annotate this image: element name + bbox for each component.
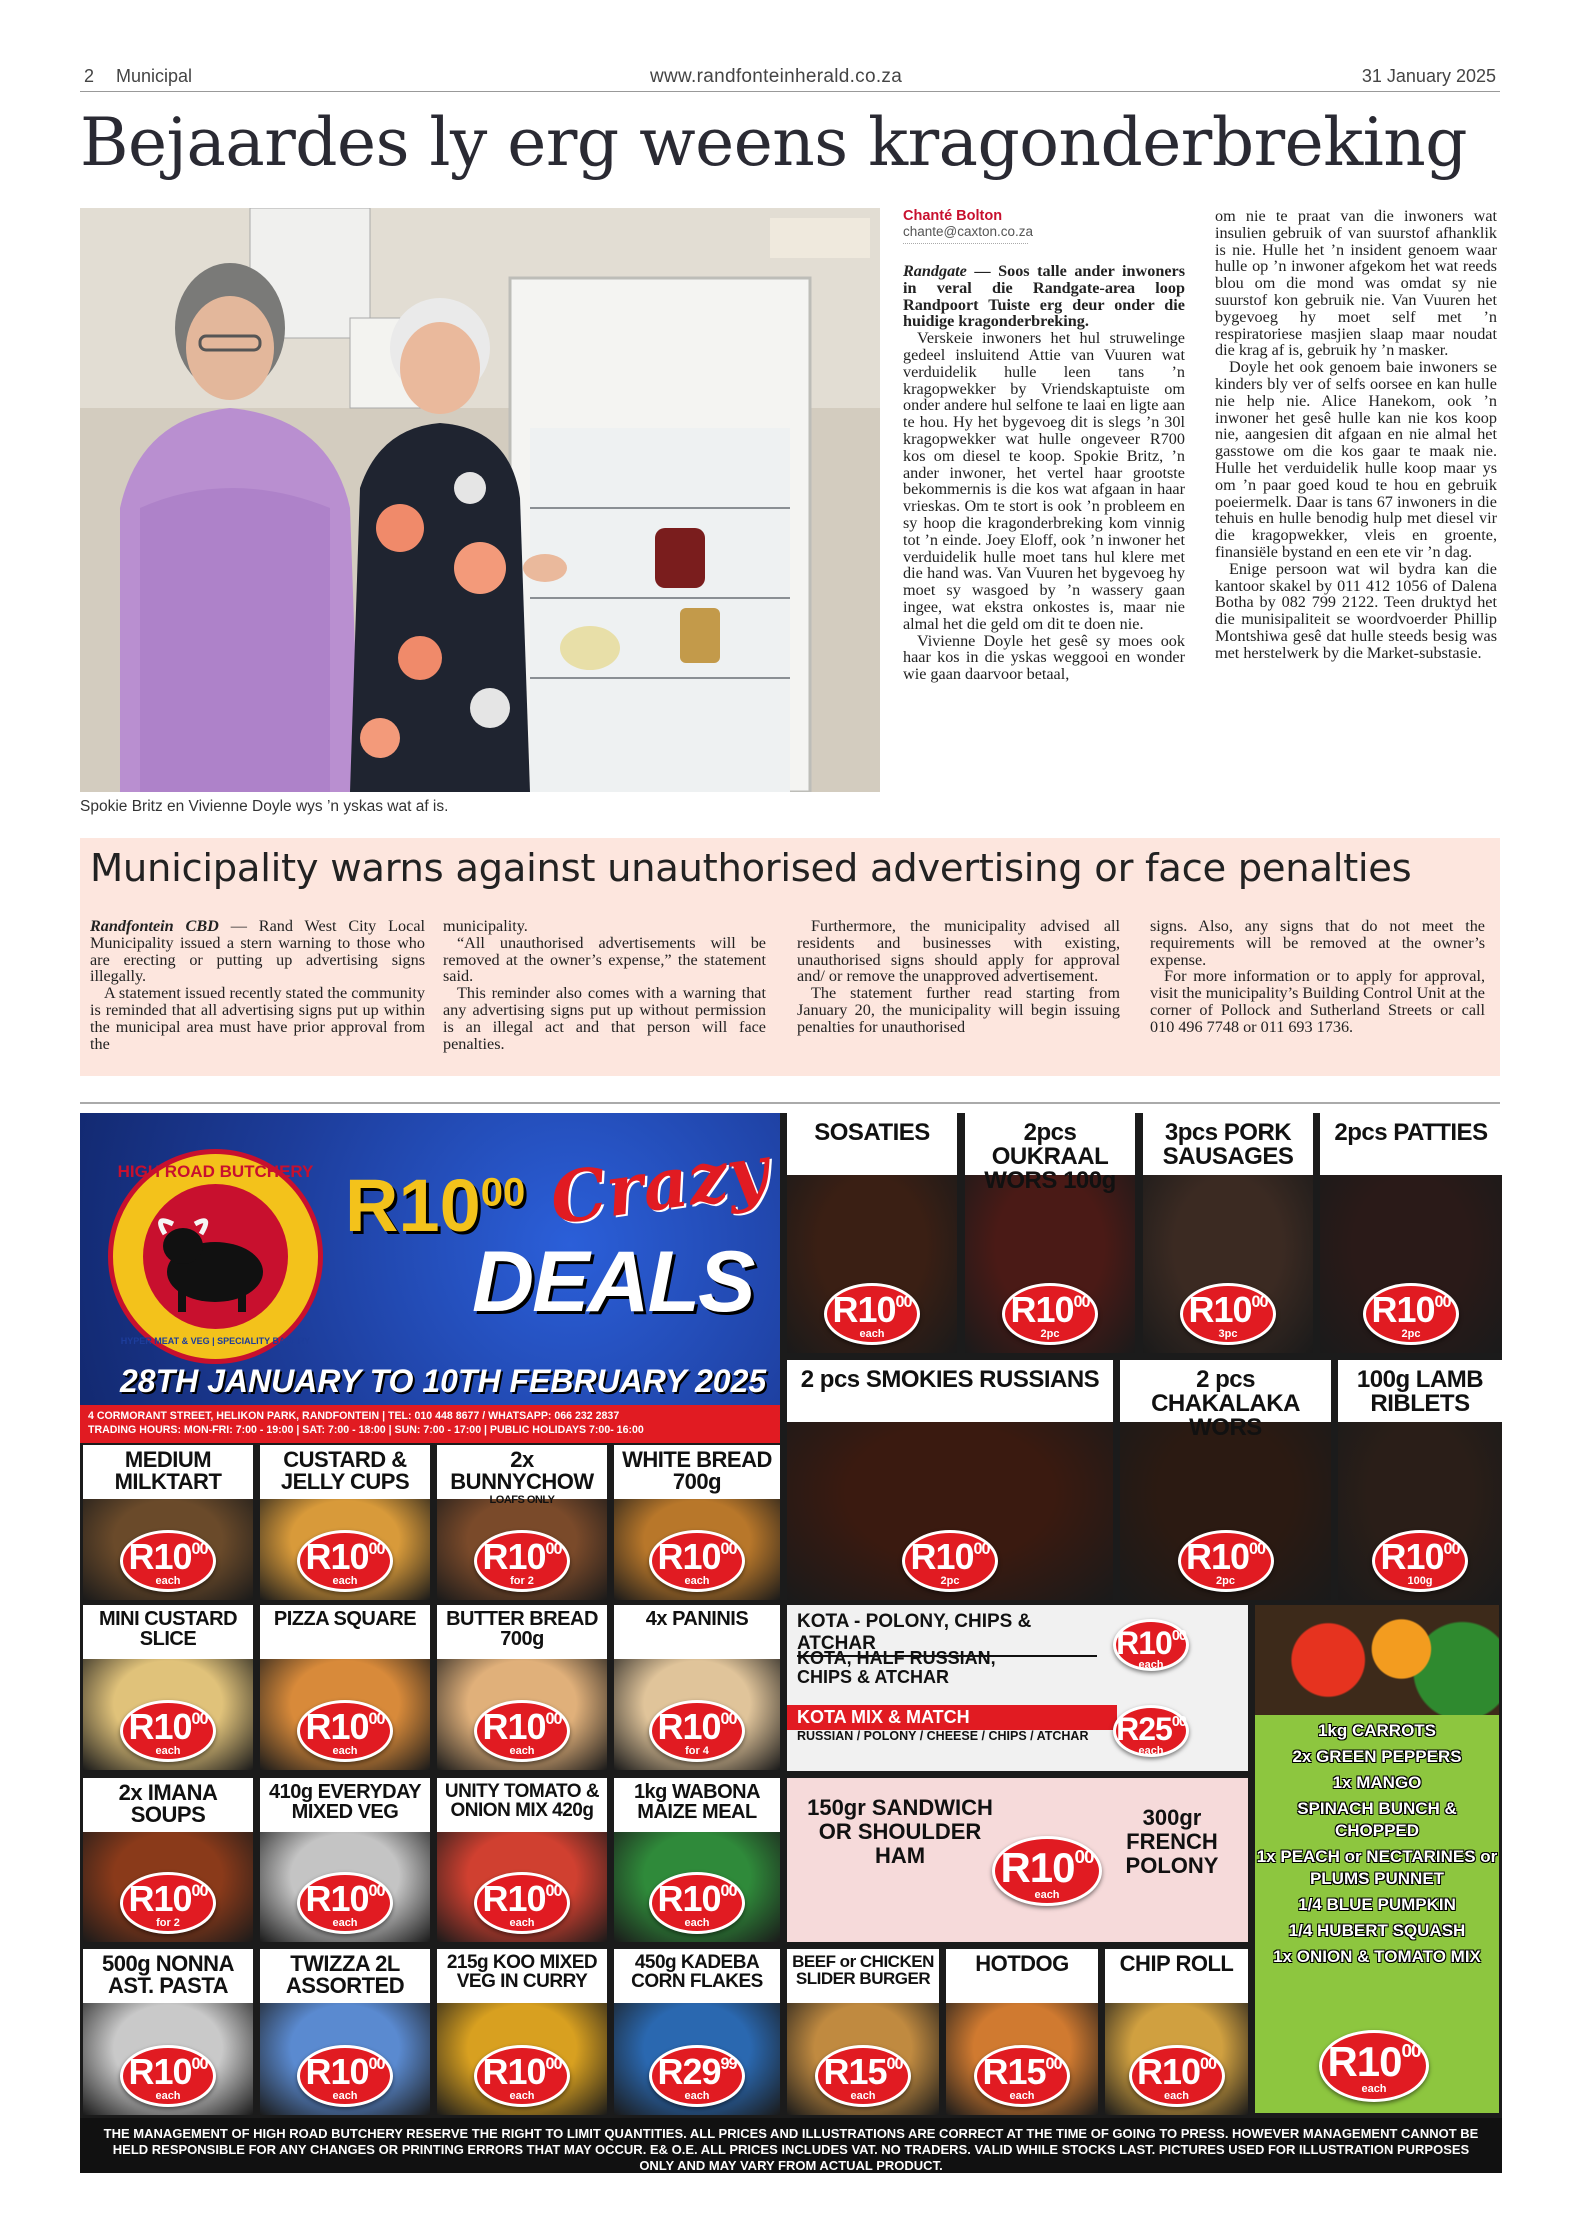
product-card xyxy=(83,1605,253,1770)
article2-column-1 xyxy=(90,918,425,1052)
price-unit: 2pc xyxy=(1401,1328,1421,1340)
butchery-advert xyxy=(80,1113,1502,2173)
price-cents: 00 xyxy=(1171,1628,1186,1644)
paragraph: The statement further read starting from January 20, the municipality will begin issuing penalties for unauthorised xyxy=(797,984,1120,1036)
product-card xyxy=(1320,1113,1502,1353)
price-cents: 00 xyxy=(1171,1714,1186,1730)
product-title: 2 pcs CHAKALAKA WORS xyxy=(1120,1360,1331,1422)
product-card xyxy=(437,1445,607,1600)
product-card xyxy=(614,1445,780,1600)
product-card xyxy=(787,1113,957,1353)
headline-price-cents: 00 xyxy=(480,1170,526,1215)
address-line: 4 CORMORANT STREET, HELIKON PARK, RANDFONTEIN | TEL: 010 448 8677 / WHATSAPP: 066 232 2837 xyxy=(88,1410,620,1422)
product-card xyxy=(1338,1360,1502,1600)
product-price xyxy=(120,1530,216,1592)
product-title: CUSTARD & JELLY CUPS xyxy=(260,1445,430,1499)
article2-column-3 xyxy=(797,918,1120,1036)
price-unit: each xyxy=(850,2090,876,2102)
price-cents: 00 xyxy=(191,1540,208,1558)
product-card xyxy=(614,1778,780,1942)
price-cents: 99 xyxy=(720,2055,737,2073)
price-rand: R10 xyxy=(1188,1289,1252,1330)
price-unit: each xyxy=(1009,2090,1035,2102)
price-rand: R10 xyxy=(305,2051,369,2092)
price-rand: R10 xyxy=(128,2051,192,2092)
price-cents: 00 xyxy=(1045,2055,1062,2073)
veg-item: 1/4 BLUE PUMPKIN xyxy=(1298,1895,1456,1914)
dateline: Randgate xyxy=(903,262,967,280)
price-unit: each xyxy=(684,2090,710,2102)
product-price xyxy=(297,1530,393,1592)
product-title: SOSATIES xyxy=(787,1113,957,1175)
product-title: MINI CUSTARD SLICE xyxy=(83,1605,253,1659)
price-cents: 00 xyxy=(545,1882,562,1900)
price-cents: 00 xyxy=(368,2055,385,2073)
product-card xyxy=(260,1605,430,1770)
product-price xyxy=(974,2045,1070,2107)
price-unit: each xyxy=(859,1328,885,1340)
product-price xyxy=(474,1700,570,1762)
price-rand: R10 xyxy=(1327,2038,1402,2085)
product-card xyxy=(1105,1949,1248,2115)
logo-subtext: HYPER MEAT & VEG | SPECIALITY BAKERY xyxy=(120,1336,311,1346)
kota-line-2: KOTA, HALF RUSSIAN, CHIPS & ATCHAR xyxy=(797,1648,996,1687)
product-title: CHIP ROLL xyxy=(1105,1949,1248,2003)
price-unit: each xyxy=(155,2090,181,2102)
product-title: HOTDOG xyxy=(946,1949,1098,2003)
product-card xyxy=(614,1605,780,1770)
logo-text: HIGH ROAD BUTCHERY xyxy=(117,1162,314,1181)
product-price xyxy=(474,2045,570,2107)
price-rand: R10 xyxy=(305,1878,369,1919)
veg-list xyxy=(1255,1720,1499,1972)
price-unit: for 2 xyxy=(510,1575,534,1587)
price-cents: 00 xyxy=(368,1710,385,1728)
product-title: 2x IMANA SOUPS xyxy=(83,1778,253,1832)
price-cents: 00 xyxy=(1401,2041,1421,2062)
price-cents: 00 xyxy=(720,1710,737,1728)
product-card xyxy=(83,1445,253,1600)
product-title: 2x BUNNYCHOW LOAFS ONLY xyxy=(437,1445,607,1499)
price-rand: R10 xyxy=(482,1536,546,1577)
bull-emblem xyxy=(143,1184,288,1329)
price-rand: R10 xyxy=(910,1536,974,1577)
product-title: MEDIUM MILKTART xyxy=(83,1445,253,1499)
product-card xyxy=(1143,1113,1313,1353)
price-rand: R15 xyxy=(982,2051,1046,2092)
kota-line-3-options: RUSSIAN / POLONY / CHEESE / CHIPS / ATCHAR xyxy=(797,1729,1089,1743)
section-divider xyxy=(80,1102,1500,1104)
price-unit: each xyxy=(332,1917,358,1929)
price-unit: each xyxy=(1034,1889,1060,1901)
price-unit: each xyxy=(509,2090,535,2102)
photo-illustration xyxy=(80,208,880,792)
deli-deal xyxy=(787,1778,1248,1942)
price-cents: 00 xyxy=(368,1540,385,1558)
product-price xyxy=(649,1872,745,1934)
issue-date: 31 January 2025 xyxy=(1361,66,1496,86)
paragraph: Furthermore, the municipality advised all residents and businesses with existing, unauthorised signs should apply for approval and/ or remove the unapproved advertisement. xyxy=(797,917,1120,986)
kota-deals xyxy=(787,1605,1248,1771)
paragraph: Verskeie inwoners het hul struwelinge gedeel insluitend Attie van Vuuren wat verduidelik hulle leen tans ’n kragopwekker by Vriendskaptuiste om onder andere hul selfone te laai en ligte aan te hou. Hy het bygevoeg dit is slegs ’n 30l kragopwekker wat hulle ongeveer R700 kos om diesel te koop. Spokie Britz, ’n ander inwoner, het vertel haar grootste bekommernis is die kos wat afgaan in haar vrieskas. Om te stort is ook ’n probleem en sy hoop die kragonderbreking kom vinnig tot ’n einde. Joey Eloff, ook ’n inwoner het verduidelik hulle moet tans hul klere met die hand was. Van Vuuren het bygevoeg hy moet sy wasgoed by ’n wassery gaan ingee, wat ekstra onkostes is, maar nie almal het die geld om dit te doen nie. xyxy=(903,329,1185,633)
paragraph: Enige persoon wat wil bydra kan die kantoor skakel by 011 412 1056 of Dalena Botha by 082 799 2122. Teen druktyd het die munisipaliteit se woordvoerder Phillip Montshiwa gesê dat hulle steeds besig was met herstelwerk by die Market-substasie. xyxy=(1215,559,1497,662)
product-price xyxy=(649,1530,745,1592)
veg-item: 1/4 HUBERT SQUASH xyxy=(1288,1921,1466,1940)
product-title: 410g EVERYDAY MIXED VEG xyxy=(260,1778,430,1832)
product-price xyxy=(297,1700,393,1762)
price-cents: 00 xyxy=(895,1293,912,1311)
product-card xyxy=(260,1778,430,1942)
product-title: BUTTER BREAD 700g xyxy=(437,1605,607,1659)
product-card xyxy=(260,1445,430,1600)
veg-item: 1x PEACH or NECTARINES or PLUMS PUNNET xyxy=(1256,1847,1498,1888)
product-card xyxy=(965,1113,1135,1353)
price-rand: R10 xyxy=(1371,1289,1435,1330)
store-address xyxy=(80,1405,780,1443)
price-cents: 00 xyxy=(191,2055,208,2073)
price-rand: R10 xyxy=(128,1878,192,1919)
product-subtitle: LOAFS ONLY xyxy=(489,1494,555,1506)
paragraph: signs. Also, any signs that do not meet the requirements will be removed at the owner’s expense. xyxy=(1150,917,1485,969)
product-card xyxy=(260,1949,430,2115)
product-price xyxy=(120,1872,216,1934)
product-price xyxy=(1180,1283,1276,1345)
price-unit: each xyxy=(155,1575,181,1587)
article2-column-2 xyxy=(443,918,766,1052)
product-title: 2 pcs SMOKIES RUSSIANS xyxy=(787,1360,1113,1422)
price-rand: R29 xyxy=(657,2051,721,2092)
kota-line-3: KOTA MIX & MATCH xyxy=(787,1705,1117,1730)
product-title: 2pcs PATTIES xyxy=(1320,1113,1502,1175)
dateline: Randfontein CBD xyxy=(90,917,219,935)
price-cents: 00 xyxy=(545,1710,562,1728)
butchery-logo xyxy=(108,1149,323,1364)
price-unit: each xyxy=(509,1745,535,1757)
price-unit: each xyxy=(1163,2090,1190,2102)
kota-price-2 xyxy=(1113,1705,1189,1757)
headline-crazy: Crazy xyxy=(545,1128,774,1241)
price-unit: 3pc xyxy=(1218,1328,1238,1340)
article1-column-2 xyxy=(1215,208,1497,662)
paragraph xyxy=(90,918,425,985)
price-rand: R10 xyxy=(482,1878,546,1919)
veg-item: 2x GREEN PEPPERS xyxy=(1292,1747,1462,1766)
article-photo xyxy=(80,208,880,792)
kota-price-1 xyxy=(1113,1619,1189,1671)
paragraph: Vivienne Doyle het gesê sy moes ook haar kos in die yskas weggooi en wonder wie gaan daarvoor betaal, xyxy=(903,631,1185,684)
advert-disclaimer: THE MANAGEMENT OF HIGH ROAD BUTCHERY RESERVE THE RIGHT TO LIMIT QUANTITIES. ALL PRICES AND ILLUSTRATIONS ARE CORRECT AT THE TIME OF GOING TO PRESS. HOWEVER MANAGEMENT CANNOT BE HELD RESPONSIBLE FOR ANY CHANGES OR PRINTING ERRORS THAT MAY OCCUR. E& O.E. ALL PRICES INCLUDES VAT. NO TRADERS. VALID WHILE STOCKS LAST. PICTURES USED FOR ILLUSTRATION PURPOSES ONLY AND MAY VARY FROM ACTUAL PRODUCT. xyxy=(80,2118,1502,2173)
price-cents: 00 xyxy=(720,1882,737,1900)
product-price xyxy=(1363,1283,1459,1345)
trading-hours: TRADING HOURS: MON-FRI: 7:00 - 19:00 | SAT: 7:00 - 18:00 | SUN: 7:00 - 17:00 | PUBLIC HOLIDAYS 7:00- 16:00 xyxy=(88,1424,644,1436)
advert-banner xyxy=(80,1113,780,1443)
product-card xyxy=(787,1360,1113,1600)
price-cents: 00 xyxy=(1249,1540,1266,1558)
page-header xyxy=(80,62,1500,92)
product-card xyxy=(83,1778,253,1942)
product-price xyxy=(1178,1530,1274,1592)
price-unit: 2pc xyxy=(1216,1575,1235,1587)
article2-column-4 xyxy=(1150,918,1485,1036)
product-card xyxy=(437,1949,607,2115)
product-price xyxy=(902,1530,998,1592)
product-title: BEEF or CHICKEN SLIDER BURGER xyxy=(787,1949,939,2003)
price-rand: R25 xyxy=(1116,1711,1172,1747)
price-unit: 2pc xyxy=(940,1575,960,1587)
product-card xyxy=(437,1605,607,1770)
photo-caption: Spokie Britz en Vivienne Doyle wys ’n yskas wat af is. xyxy=(80,798,449,815)
product-price xyxy=(297,2045,393,2107)
deli-polony-label: 300gr FRENCH POLONY xyxy=(1125,1805,1219,1878)
price-rand: R10 xyxy=(1185,1536,1250,1577)
section-name: Municipal xyxy=(116,66,193,86)
kota-line-1: KOTA - POLONY, CHIPS & ATCHAR xyxy=(797,1611,1097,1657)
price-cents: 00 xyxy=(368,1882,385,1900)
product-price xyxy=(649,1700,745,1762)
paragraph: Doyle het ook genoem baie inwoners se kinders bly ver of selfs oorsee en kan hulle nie help nie. Alice Hanekom, ook ’n inwoner het gesê hulle kan nie kos koop nie, aangesien dit afgaan en nie almal het gasstowe om die kos gaar te maak nie. Hulle het verduidelik hulle koop maar ys om ’n paar goed koud te hou en gebruik poeiermelk. Daar is tans 67 inwoners in die tehuis en hulle benodig hulp met diesel vir die kragopwekker, vleis en groente, finansiële bystand en een ete vir ’n dag. xyxy=(1215,358,1497,561)
price-unit: each xyxy=(509,1917,535,1929)
price-rand: R10 xyxy=(482,2051,546,2092)
price-rand: R10 xyxy=(128,1706,192,1747)
deli-ham-label: 150gr SANDWICH OR SHOULDER HAM xyxy=(807,1795,993,1868)
product-price xyxy=(824,1283,920,1345)
paragraph: A statement issued recently stated the community is reminded that all advertising signs put up within the municipal area must have prior approval from the xyxy=(90,984,425,1053)
veg-item: 1kg CARROTS xyxy=(1317,1721,1437,1740)
product-card xyxy=(83,1949,253,2115)
price-cents: 00 xyxy=(1073,1293,1090,1311)
product-title: 100g LAMB RIBLETS xyxy=(1338,1360,1502,1422)
paragraph-text: — Rand West City Local Municipality issued a stern warning to those who are erecting or putting up advertising signs illegally. xyxy=(90,917,426,986)
price-cents: 00 xyxy=(1443,1540,1460,1558)
paragraph: For more information or to apply for approval, visit the municipality’s Building Control Unit at the corner of Pollock and Sutherland Streets or call 010 496 7748 or 011 693 1736. xyxy=(1150,967,1485,1036)
price-rand: R10 xyxy=(657,1536,721,1577)
price-rand: R10 xyxy=(1010,1289,1074,1330)
price-cents: 00 xyxy=(886,2055,903,2073)
product-price xyxy=(120,2045,216,2107)
price-unit: each xyxy=(684,1917,710,1929)
product-card xyxy=(787,1949,939,2115)
veg-price xyxy=(1319,2030,1429,2102)
price-cents: 00 xyxy=(191,1882,208,1900)
price-cents: 00 xyxy=(973,1540,990,1558)
price-unit: each xyxy=(684,1575,710,1587)
product-title: 215g KOO MIXED VEG IN CURRY xyxy=(437,1949,607,2003)
product-title: 1kg WABONA MAIZE MEAL xyxy=(614,1778,780,1832)
lead-text: — Soos talle ander inwoners in veral die Randgate-area loop Randpoort Tuiste erg deur onder die huidige kragonderbreking. xyxy=(903,262,1185,331)
paragraph: “All unauthorised advertisements will be removed at the owner’s expense,” the statement said. xyxy=(443,933,766,986)
price-cents: 00 xyxy=(1074,1847,1094,1868)
price-cents: 00 xyxy=(191,1710,208,1728)
article2-headline: Municipality warns against unauthorised advertising or face penalties xyxy=(90,846,1412,891)
price-unit: each xyxy=(1361,2083,1387,2095)
price-rand: R10 xyxy=(305,1706,369,1747)
price-cents: 00 xyxy=(1251,1293,1268,1311)
price-unit: for 2 xyxy=(156,1917,180,1929)
headline-price-rand: R10 xyxy=(345,1164,481,1247)
price-unit: each xyxy=(1138,1659,1164,1671)
price-rand: R10 xyxy=(1136,2051,1201,2092)
price-rand: R10 xyxy=(1380,1536,1444,1577)
paragraph: om nie te praat van die inwoners wat insulien gebruik of van suurstof afhanklik is nie. Hulle het ’n insident genoem waar hulle op ’n inwoner afgekom het wat reeds blou om die mond was omdat sy nie suurstof kon gebruik nie. Van Vuuren het bygevoeg hy moet self met ’n respiratoriese masjien slaap maar noudat die krag af is, gebruik hy ’n masker. xyxy=(1215,207,1497,360)
price-rand: R10 xyxy=(657,1706,721,1747)
website-url[interactable]: www.randfonteinherald.co.za xyxy=(650,66,903,87)
article1-lead xyxy=(903,263,1185,330)
price-cents: 00 xyxy=(1434,1293,1451,1311)
price-unit: 100g xyxy=(1407,1575,1433,1587)
price-unit: each xyxy=(332,2090,358,2102)
product-title: PIZZA SQUARE xyxy=(260,1605,430,1659)
product-title: 3pcs PORK SAUSAGES xyxy=(1143,1113,1313,1175)
article-headline: Bejaardes ly erg weens kragonderbreking xyxy=(80,104,1468,181)
price-unit: for 4 xyxy=(685,1745,709,1757)
product-price xyxy=(120,1700,216,1762)
product-title: 500g NONNA AST. PASTA xyxy=(83,1949,253,2003)
bull-icon xyxy=(143,1184,288,1329)
price-unit: each xyxy=(1138,1745,1164,1757)
price-rand: R10 xyxy=(832,1289,896,1330)
veg-item: SPINACH BUNCH & CHOPPED xyxy=(1297,1799,1457,1840)
headline-deals: DEALS xyxy=(472,1234,754,1330)
product-title: 2pcs OUKRAAL WORS 100g xyxy=(965,1113,1135,1175)
author-name: Chanté Bolton xyxy=(903,208,1003,224)
product-card xyxy=(1120,1360,1331,1600)
product-title: TWIZZA 2L ASSORTED xyxy=(260,1949,430,2003)
page-number: 2 xyxy=(84,66,95,86)
price-cents: 00 xyxy=(720,1540,737,1558)
veg-item: 1x ONION & TOMATO MIX xyxy=(1273,1947,1481,1966)
product-price xyxy=(1372,1530,1468,1592)
product-title: 450g KADEBA CORN FLAKES xyxy=(614,1949,780,2003)
price-rand: R10 xyxy=(482,1706,546,1747)
product-price xyxy=(474,1872,570,1934)
product-price xyxy=(297,1872,393,1934)
price-unit: each xyxy=(155,1745,181,1757)
article1-column-1 xyxy=(903,263,1185,683)
byline xyxy=(903,208,1034,244)
product-title: 4x PANINIS xyxy=(614,1605,780,1659)
product-title: UNITY TOMATO & ONION MIX 420g xyxy=(437,1778,607,1832)
price-rand: R15 xyxy=(823,2051,887,2092)
price-cents: 00 xyxy=(545,2055,562,2073)
product-price xyxy=(815,2045,911,2107)
product-card xyxy=(946,1949,1098,2115)
paragraph: municipality. xyxy=(443,917,528,935)
veg-deal xyxy=(1255,1605,1499,2113)
price-rand: R10 xyxy=(1116,1625,1172,1661)
price-rand: R10 xyxy=(128,1536,192,1577)
price-rand: R10 xyxy=(657,1878,721,1919)
product-price xyxy=(649,2045,745,2107)
product-price xyxy=(1129,2045,1225,2107)
promotion-dates: 28TH JANUARY TO 10TH FEBRUARY 2025 xyxy=(120,1363,767,1399)
price-cents: 00 xyxy=(545,1540,562,1558)
deli-price xyxy=(992,1836,1102,1906)
product-price xyxy=(474,1530,570,1592)
paragraph: This reminder also comes with a warning that any advertising signs put up without permission is an illegal act and that person will face penalties. xyxy=(443,984,766,1053)
author-email[interactable]: chante@caxton.co.za xyxy=(903,224,1028,244)
veg-item: 1x MANGO xyxy=(1332,1773,1422,1792)
product-card xyxy=(614,1949,780,2115)
product-price xyxy=(1002,1283,1098,1345)
vegetables-image xyxy=(1255,1605,1499,1715)
price-unit: each xyxy=(332,1745,358,1757)
price-rand: R10 xyxy=(1000,1844,1075,1891)
price-rand: R10 xyxy=(305,1536,369,1577)
product-title: WHITE BREAD 700g xyxy=(614,1445,780,1499)
product-card xyxy=(437,1778,607,1942)
price-cents: 00 xyxy=(1200,2055,1217,2073)
price-unit: 2pc xyxy=(1040,1328,1060,1340)
price-unit: each xyxy=(332,1575,358,1587)
